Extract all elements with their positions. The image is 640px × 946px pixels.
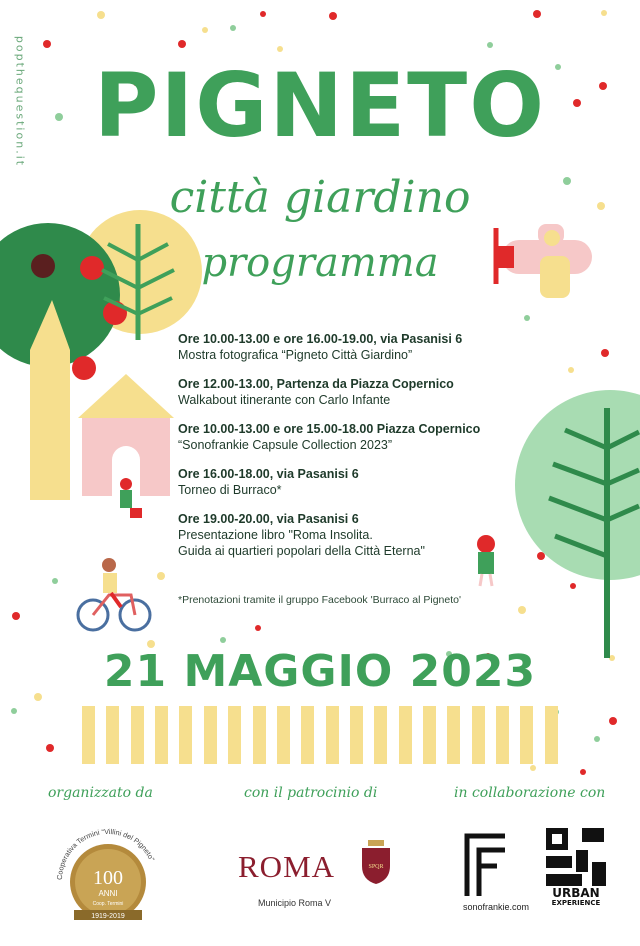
event-time: Ore 10.00-13.00 e ore 16.00-19.00, via Pasanisi 6 [178,332,463,346]
event-description: “Sonofrankie Capsule Collection 2023” [178,438,393,452]
coop-years: 1919-2019 [91,913,125,920]
municipio-label: Municipio Roma V [258,898,332,908]
event-time: Ore 12.00-13.00, Partenza da Piazza Copernico [178,377,454,391]
page-title: PIGNETO [93,54,547,157]
stripes-decoration [82,706,558,764]
roma-logo-text: ROMA [238,849,336,884]
event-time: Ore 10.00-13.00 e ore 15.00-18.00 Piazza Copernico [178,422,481,436]
collaboration-label: in collaborazione con [454,785,606,801]
patronage-label: con il patrocinio di [244,785,378,801]
event-date: 21 MAGGIO 2023 [103,646,537,697]
event-time: Ore 16.00-18.00, via Pasanisi 6 [178,467,359,481]
house-illustration [78,372,178,532]
event-description-line2: Guida ai quartieri popolari della Città Eterna" [178,544,425,558]
subtitle: città giardino [169,172,471,223]
coop-small: Coop. Termini [92,901,124,907]
event-item [178,421,518,453]
event-item [178,331,518,363]
booking-note: *Prenotazioni tramite il gruppo Facebook 'Burraco al Pigneto' [178,594,461,606]
event-item [178,376,518,408]
coop-anni: ANNI [98,889,118,898]
event-description: Mostra fotografica “Pigneto Città Giardino” [178,348,413,362]
event-item [178,511,518,559]
coop-big-number: 100 [93,867,123,889]
event-time: Ore 19.00-20.00, via Pasanisi 6 [178,512,359,526]
side-website-text: popthequestion.it [13,35,27,168]
coop-ring-text: Cooperativa Termini “Villini del Pigneto” [54,826,157,881]
sonofrankie-website: sonofrankie.com [463,902,530,912]
spqr-shield-icon [360,840,392,884]
sonofrankie-logo-icon [463,830,511,896]
right-tree-illustration [515,380,640,660]
event-description: Presentazione libro "Roma Insolita. [178,528,373,542]
programma-heading: programma [201,240,439,286]
urban-line2: EXPERIENCE [551,899,601,907]
urban-experience-logo-icon [546,828,606,886]
spqr-text: SPQR [368,864,384,870]
urban-experience-wordmark [546,887,606,907]
event-description: Walkabout itinerante con Carlo Infante [178,393,391,407]
coop-100-anni-logo [48,820,168,928]
event-list [178,331,518,572]
urban-line1: URBAN [552,886,600,900]
event-item [178,466,518,498]
organized-by-label: organizzato da [48,785,153,801]
cyclist-illustration [75,555,155,635]
event-description: Torneo di Burraco* [178,483,282,497]
